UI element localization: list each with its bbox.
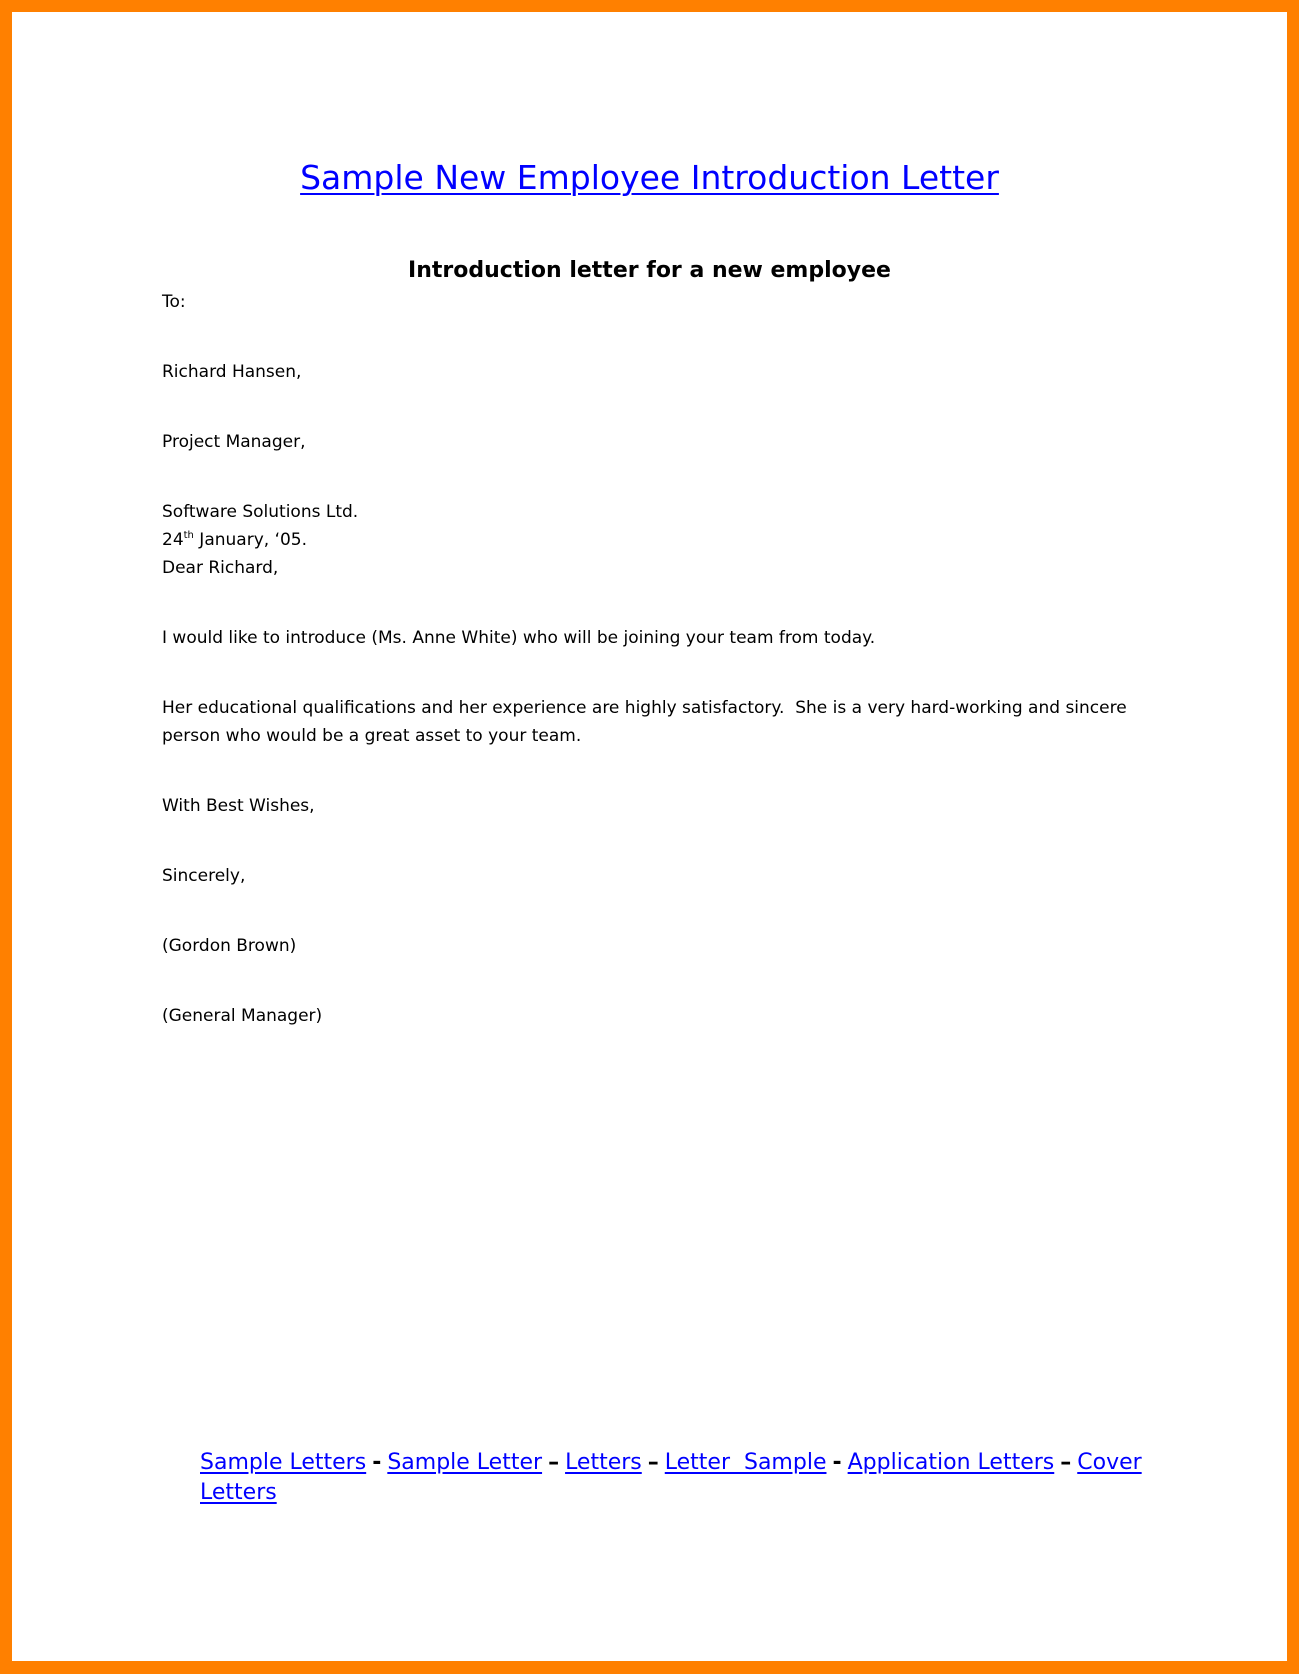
closing: Sincerely,: [162, 866, 246, 886]
footer-link-letters[interactable]: Letters: [565, 1450, 642, 1475]
footer-links: [200, 1448, 1160, 1508]
footer-separator: -: [832, 1450, 842, 1475]
footer-separator: –: [1060, 1450, 1072, 1475]
footer-separator: –: [548, 1450, 560, 1475]
recipient-title: Project Manager,: [162, 432, 306, 452]
recipient-name: Richard Hansen,: [162, 362, 302, 382]
footer-link-application-letters[interactable]: Application Letters: [847, 1450, 1055, 1475]
date-suffix: th: [183, 530, 194, 541]
best-wishes: With Best Wishes,: [162, 796, 315, 816]
footer-separator: -: [372, 1450, 382, 1475]
sender-name: (Gordon Brown): [162, 936, 297, 956]
date-rest: January, ‘05.: [193, 530, 308, 550]
company-name: Software Solutions Ltd.: [162, 502, 359, 522]
footer-link-sample-letters[interactable]: Sample Letters: [200, 1450, 367, 1475]
letter-heading: Introduction letter for a new employee: [408, 258, 891, 283]
footer-separator: –: [647, 1450, 659, 1475]
title-link[interactable]: Sample New Employee Introduction Letter: [300, 158, 999, 197]
to-label: To:: [162, 292, 186, 312]
paragraph-qualifications-line1: Her educational qualifications and her experience are highly satisfactory. She is a very hard-working and sincere: [162, 698, 1127, 718]
footer-link-letter-sample[interactable]: Letter Sample: [664, 1450, 827, 1475]
footer-link-sample-letter[interactable]: Sample Letter: [387, 1450, 543, 1475]
footer-link-cover-letters[interactable]: Cover Letters: [200, 1450, 1142, 1505]
date-day: 24: [162, 530, 184, 550]
paragraph-intro: I would like to introduce (Ms. Anne White) who will be joining your team from today.: [162, 628, 876, 648]
paragraph-qualifications-line2: person who would be a great asset to your team.: [162, 726, 582, 746]
salutation: Dear Richard,: [162, 558, 279, 578]
letter-date: [162, 528, 307, 552]
sender-title: (General Manager): [162, 1006, 323, 1026]
